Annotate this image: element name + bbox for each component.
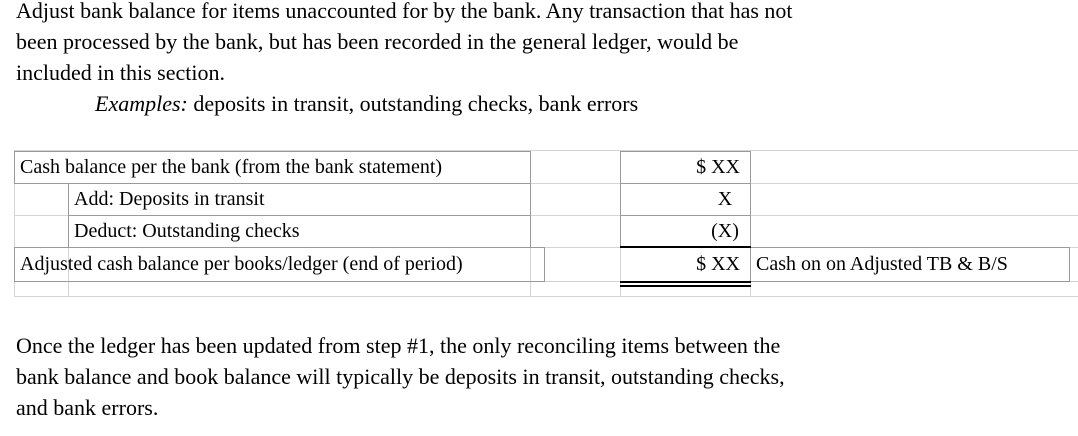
double-rule-bottom xyxy=(620,285,751,287)
intro-line-1: Adjust bank balance for items unaccounted for by the bank. Any transaction that has not xyxy=(16,0,793,23)
amount-deposits: X xyxy=(717,188,733,210)
intro-line-3: included in this section. xyxy=(16,60,225,85)
examples-line xyxy=(95,88,638,119)
row-label-checks: Deduct: Outstanding checks xyxy=(74,220,300,242)
examples-label: Examples: xyxy=(95,91,188,116)
outro-paragraph xyxy=(16,330,785,423)
outro-line-2: bank balance and book balance will typically be deposits in transit, outstanding checks, xyxy=(16,364,785,389)
intro-paragraph xyxy=(16,0,793,88)
row-label-deposits: Add: Deposits in transit xyxy=(74,188,265,210)
adjusted-note: Cash on on Adjusted TB & B/S xyxy=(756,253,1008,275)
double-rule-top xyxy=(620,281,751,283)
subtotal-rule xyxy=(620,246,751,248)
grid-line xyxy=(14,296,1078,297)
examples-text: deposits in transit, outstanding checks, bank errors xyxy=(187,91,639,116)
amount-bank-balance: $ XX xyxy=(696,156,740,178)
row-label-bank-balance: Cash balance per the bank (from the bank statement) xyxy=(20,156,443,178)
amount-checks: (X) xyxy=(711,220,739,242)
intro-line-2: been processed by the bank, but has been recorded in the general ledger, would be xyxy=(16,29,739,54)
row-label-adjusted: Adjusted cash balance per books/ledger (end of period) xyxy=(20,253,463,275)
outro-line-3: and bank errors. xyxy=(16,395,159,420)
amount-adjusted: $ XX xyxy=(696,253,740,275)
outro-line-1: Once the ledger has been updated from step #1, the only reconciling items between the xyxy=(16,333,781,358)
